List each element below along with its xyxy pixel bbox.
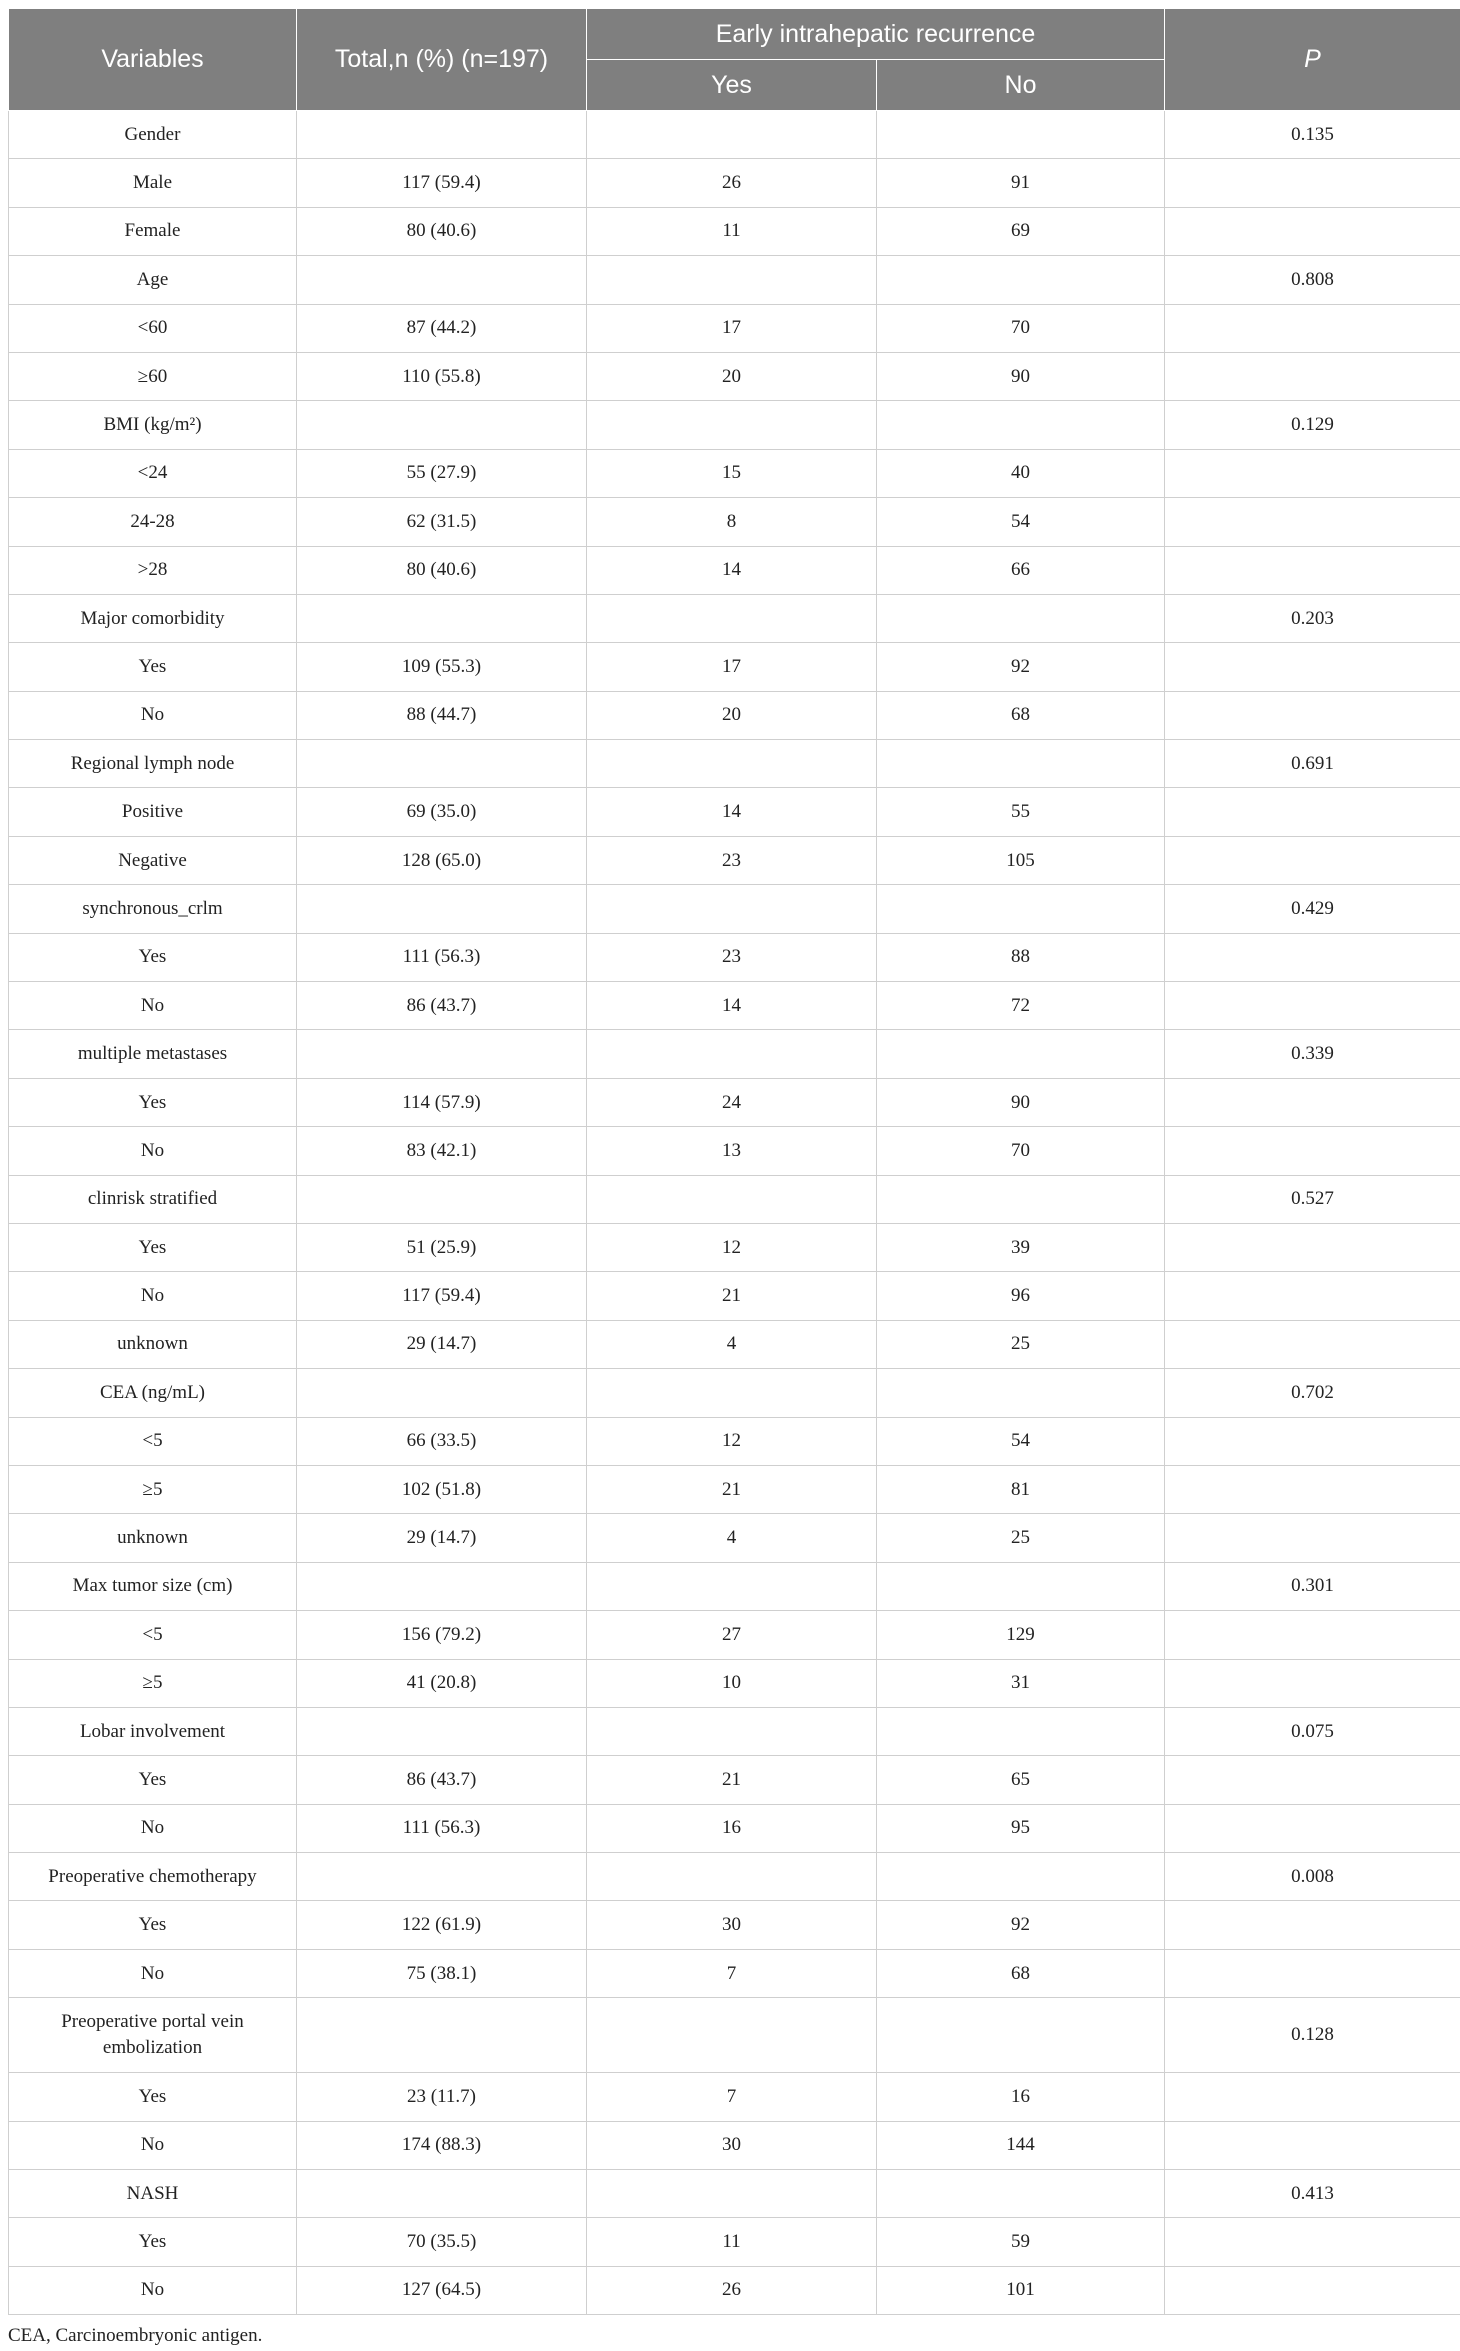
cell-p [1165,1417,1460,1465]
cell-p [1165,352,1460,400]
cell-no: 88 [877,933,1165,981]
cell-variable: Positive [9,788,297,836]
cell-no [877,111,1165,159]
cell-yes [587,740,877,788]
cell-total [297,401,587,449]
cell-variable: NASH [9,2170,297,2218]
table-row [9,1127,1460,1175]
cell-variable: Major comorbidity [9,594,297,642]
cell-no: 90 [877,1078,1165,1126]
cell-total [297,1030,587,1078]
cell-p [1165,2218,1460,2266]
cell-no [877,401,1165,449]
cell-variable: No [9,982,297,1030]
cell-p [1165,207,1460,255]
cell-total: 127 (64.5) [297,2266,587,2314]
cell-no [877,1030,1165,1078]
cell-yes: 7 [587,1949,877,1997]
table-row [9,1369,1460,1417]
cell-variable: No [9,2266,297,2314]
table-row [9,546,1460,594]
cell-p: 0.339 [1165,1030,1460,1078]
cell-yes: 30 [587,2121,877,2169]
cell-total [297,594,587,642]
cell-yes [587,111,877,159]
cell-no: 129 [877,1611,1165,1659]
cell-no: 59 [877,2218,1165,2266]
cell-variable: CEA (ng/mL) [9,1369,297,1417]
cell-yes: 23 [587,836,877,884]
cell-total [297,256,587,304]
cell-variable: Yes [9,1078,297,1126]
cell-variable: No [9,1272,297,1320]
cell-yes [587,256,877,304]
table-row [9,401,1460,449]
cell-no: 40 [877,449,1165,497]
cell-variable: Yes [9,2218,297,2266]
cell-yes: 13 [587,1127,877,1175]
cell-no: 91 [877,159,1165,207]
cell-total [297,1853,587,1901]
cell-total [297,1369,587,1417]
cell-yes: 26 [587,159,877,207]
cell-variable: Lobar involvement [9,1707,297,1755]
cell-total: 122 (61.9) [297,1901,587,1949]
table-row [9,1756,1460,1804]
cell-yes [587,1853,877,1901]
table-row [9,643,1460,691]
cell-p [1165,1223,1460,1271]
cell-yes: 20 [587,691,877,739]
cell-no: 105 [877,836,1165,884]
cell-yes: 30 [587,1901,877,1949]
table-row [9,2170,1460,2218]
cell-total: 117 (59.4) [297,1272,587,1320]
cell-total: 29 (14.7) [297,1320,587,1368]
cell-total: 156 (79.2) [297,1611,587,1659]
cell-yes: 11 [587,2218,877,2266]
table-row [9,256,1460,304]
cell-total [297,1998,587,2073]
cell-yes: 4 [587,1320,877,1368]
table-row [9,2121,1460,2169]
table-row [9,788,1460,836]
header-group: Early intrahepatic recurrence [587,9,1165,60]
cell-p [1165,1514,1460,1562]
cell-variable: synchronous_crlm [9,885,297,933]
cell-no: 70 [877,304,1165,352]
cell-yes [587,1707,877,1755]
cell-p: 0.808 [1165,256,1460,304]
cell-variable: Preoperative portal vein embolization [9,1998,297,2073]
cell-total: 51 (25.9) [297,1223,587,1271]
cell-no: 81 [877,1465,1165,1513]
cell-p: 0.129 [1165,401,1460,449]
cell-yes: 14 [587,982,877,1030]
cell-total: 128 (65.0) [297,836,587,884]
cell-variable: Regional lymph node [9,740,297,788]
cell-no: 95 [877,1804,1165,1852]
cell-total: 41 (20.8) [297,1659,587,1707]
cell-no [877,1562,1165,1610]
table-row [9,1175,1460,1223]
cell-yes: 17 [587,304,877,352]
table-row [9,1611,1460,1659]
table-row [9,982,1460,1030]
cell-total: 69 (35.0) [297,788,587,836]
cell-yes: 10 [587,1659,877,1707]
cell-total [297,1707,587,1755]
cell-total [297,1562,587,1610]
cell-p: 0.008 [1165,1853,1460,1901]
cell-variable: <24 [9,449,297,497]
table-row [9,1030,1460,1078]
cell-yes [587,885,877,933]
cell-yes [587,1030,877,1078]
cell-p [1165,1127,1460,1175]
cell-variable: clinrisk stratified [9,1175,297,1223]
cell-no [877,256,1165,304]
cell-no: 90 [877,352,1165,400]
cell-no: 66 [877,546,1165,594]
cell-yes: 16 [587,1804,877,1852]
table-row [9,207,1460,255]
cell-p [1165,1756,1460,1804]
data-table [8,8,1460,2315]
cell-yes [587,1562,877,1610]
table-row [9,304,1460,352]
table-row [9,1901,1460,1949]
cell-yes [587,401,877,449]
table-row [9,1514,1460,1562]
table-row [9,1465,1460,1513]
cell-total: 83 (42.1) [297,1127,587,1175]
cell-yes: 21 [587,1272,877,1320]
cell-no [877,1175,1165,1223]
cell-yes: 8 [587,498,877,546]
cell-p [1165,1320,1460,1368]
cell-variable: Yes [9,1756,297,1804]
cell-no [877,2170,1165,2218]
header-p: P [1165,9,1460,111]
cell-variable: multiple metastases [9,1030,297,1078]
cell-p [1165,1078,1460,1126]
cell-no [877,594,1165,642]
cell-variable: No [9,2121,297,2169]
table-body [9,111,1460,2315]
cell-total: 80 (40.6) [297,207,587,255]
cell-variable: No [9,1949,297,1997]
cell-no [877,1369,1165,1417]
cell-yes: 17 [587,643,877,691]
table-row [9,1998,1460,2073]
cell-no: 70 [877,1127,1165,1175]
cell-variable: Female [9,207,297,255]
cell-no [877,1853,1165,1901]
cell-yes [587,1175,877,1223]
cell-no: 54 [877,498,1165,546]
cell-yes [587,594,877,642]
table-row [9,2073,1460,2121]
table-container [8,8,1460,2347]
cell-p [1165,2266,1460,2314]
table-row [9,594,1460,642]
cell-p [1165,304,1460,352]
cell-no: 31 [877,1659,1165,1707]
cell-total: 87 (44.2) [297,304,587,352]
table-row [9,691,1460,739]
cell-no: 144 [877,2121,1165,2169]
cell-p [1165,1465,1460,1513]
cell-no: 68 [877,1949,1165,1997]
table-row [9,1562,1460,1610]
cell-variable: >28 [9,546,297,594]
cell-total [297,885,587,933]
cell-p [1165,691,1460,739]
cell-total: 111 (56.3) [297,933,587,981]
table-row [9,740,1460,788]
cell-variable: Yes [9,2073,297,2121]
footnote: CEA, Carcinoembryonic antigen. [8,2325,263,2347]
cell-variable: BMI (kg/m²) [9,401,297,449]
cell-total: 111 (56.3) [297,1804,587,1852]
cell-variable: <5 [9,1611,297,1659]
table-row [9,2266,1460,2314]
cell-total: 109 (55.3) [297,643,587,691]
cell-p [1165,643,1460,691]
cell-p [1165,788,1460,836]
table-row [9,111,1460,159]
cell-yes: 7 [587,2073,877,2121]
cell-variable: Preoperative chemotherapy [9,1853,297,1901]
cell-yes: 14 [587,788,877,836]
table-row [9,352,1460,400]
cell-variable: Yes [9,1901,297,1949]
cell-total: 70 (35.5) [297,2218,587,2266]
cell-variable: Yes [9,933,297,981]
cell-p: 0.128 [1165,1998,1460,2073]
cell-no: 92 [877,643,1165,691]
cell-variable: Negative [9,836,297,884]
cell-yes [587,1369,877,1417]
cell-no: 101 [877,2266,1165,2314]
cell-p [1165,2073,1460,2121]
cell-p: 0.527 [1165,1175,1460,1223]
cell-variable: <5 [9,1417,297,1465]
cell-total: 80 (40.6) [297,546,587,594]
cell-no: 68 [877,691,1165,739]
cell-variable: ≥60 [9,352,297,400]
header-total: Total,n (%) (n=197) [297,9,587,111]
cell-variable: No [9,1127,297,1175]
cell-yes: 4 [587,1514,877,1562]
cell-no [877,1707,1165,1755]
header-variables: Variables [9,9,297,111]
cell-no: 39 [877,1223,1165,1271]
table-row [9,1272,1460,1320]
cell-p [1165,1949,1460,1997]
table-row [9,1853,1460,1901]
cell-yes [587,2170,877,2218]
table-header [9,9,1460,111]
cell-no: 25 [877,1320,1165,1368]
cell-total: 55 (27.9) [297,449,587,497]
header-yes: Yes [587,60,877,111]
cell-yes: 14 [587,546,877,594]
cell-variable: 24-28 [9,498,297,546]
cell-p: 0.135 [1165,111,1460,159]
cell-yes: 23 [587,933,877,981]
table-row [9,836,1460,884]
cell-total [297,740,587,788]
cell-total: 110 (55.8) [297,352,587,400]
cell-yes: 21 [587,1465,877,1513]
cell-yes: 11 [587,207,877,255]
cell-no [877,885,1165,933]
table-row [9,1223,1460,1271]
cell-variable: Gender [9,111,297,159]
cell-yes: 26 [587,2266,877,2314]
cell-no [877,1998,1165,2073]
cell-total [297,111,587,159]
cell-yes [587,1998,877,2073]
cell-variable: ≥5 [9,1659,297,1707]
table-row [9,1320,1460,1368]
table-row [9,1078,1460,1126]
cell-p: 0.301 [1165,1562,1460,1610]
cell-variable: Yes [9,1223,297,1271]
cell-yes: 12 [587,1417,877,1465]
cell-variable: Male [9,159,297,207]
cell-p: 0.075 [1165,1707,1460,1755]
cell-variable: <60 [9,304,297,352]
cell-total: 114 (57.9) [297,1078,587,1126]
table-row [9,449,1460,497]
cell-variable: ≥5 [9,1465,297,1513]
table-row [9,1659,1460,1707]
cell-total: 86 (43.7) [297,982,587,1030]
cell-total: 117 (59.4) [297,159,587,207]
table-row [9,933,1460,981]
cell-p [1165,2121,1460,2169]
cell-p: 0.691 [1165,740,1460,788]
cell-p [1165,449,1460,497]
cell-total: 88 (44.7) [297,691,587,739]
cell-p [1165,1804,1460,1852]
cell-no: 55 [877,788,1165,836]
cell-no: 92 [877,1901,1165,1949]
cell-no [877,740,1165,788]
cell-total: 23 (11.7) [297,2073,587,2121]
cell-yes: 20 [587,352,877,400]
cell-p [1165,836,1460,884]
cell-no: 65 [877,1756,1165,1804]
cell-p [1165,1901,1460,1949]
cell-variable: Age [9,256,297,304]
cell-total: 29 (14.7) [297,1514,587,1562]
cell-p [1165,933,1460,981]
cell-yes: 12 [587,1223,877,1271]
cell-p [1165,546,1460,594]
cell-yes: 15 [587,449,877,497]
cell-total: 174 (88.3) [297,2121,587,2169]
cell-total: 62 (31.5) [297,498,587,546]
cell-variable: unknown [9,1514,297,1562]
cell-p [1165,1659,1460,1707]
cell-total: 102 (51.8) [297,1465,587,1513]
cell-p [1165,982,1460,1030]
cell-total: 66 (33.5) [297,1417,587,1465]
table-row [9,1804,1460,1852]
cell-p [1165,1272,1460,1320]
cell-variable: No [9,691,297,739]
table-row [9,2218,1460,2266]
cell-variable: Yes [9,643,297,691]
cell-total [297,1175,587,1223]
cell-no: 25 [877,1514,1165,1562]
cell-no: 72 [877,982,1165,1030]
cell-no: 69 [877,207,1165,255]
table-row [9,1707,1460,1755]
cell-variable: No [9,1804,297,1852]
table-row [9,885,1460,933]
cell-p: 0.413 [1165,2170,1460,2218]
cell-p [1165,1611,1460,1659]
cell-no: 96 [877,1272,1165,1320]
cell-yes: 24 [587,1078,877,1126]
cell-p: 0.702 [1165,1369,1460,1417]
cell-p [1165,498,1460,546]
cell-no: 54 [877,1417,1165,1465]
cell-p: 0.203 [1165,594,1460,642]
cell-total: 86 (43.7) [297,1756,587,1804]
cell-total [297,2170,587,2218]
cell-yes: 21 [587,1756,877,1804]
cell-variable: unknown [9,1320,297,1368]
cell-p [1165,159,1460,207]
cell-p: 0.429 [1165,885,1460,933]
cell-no: 16 [877,2073,1165,2121]
table-row [9,498,1460,546]
table-row [9,1417,1460,1465]
table-row [9,159,1460,207]
cell-total: 75 (38.1) [297,1949,587,1997]
header-no: No [877,60,1165,111]
table-row [9,1949,1460,1997]
cell-yes: 27 [587,1611,877,1659]
cell-variable: Max tumor size (cm) [9,1562,297,1610]
